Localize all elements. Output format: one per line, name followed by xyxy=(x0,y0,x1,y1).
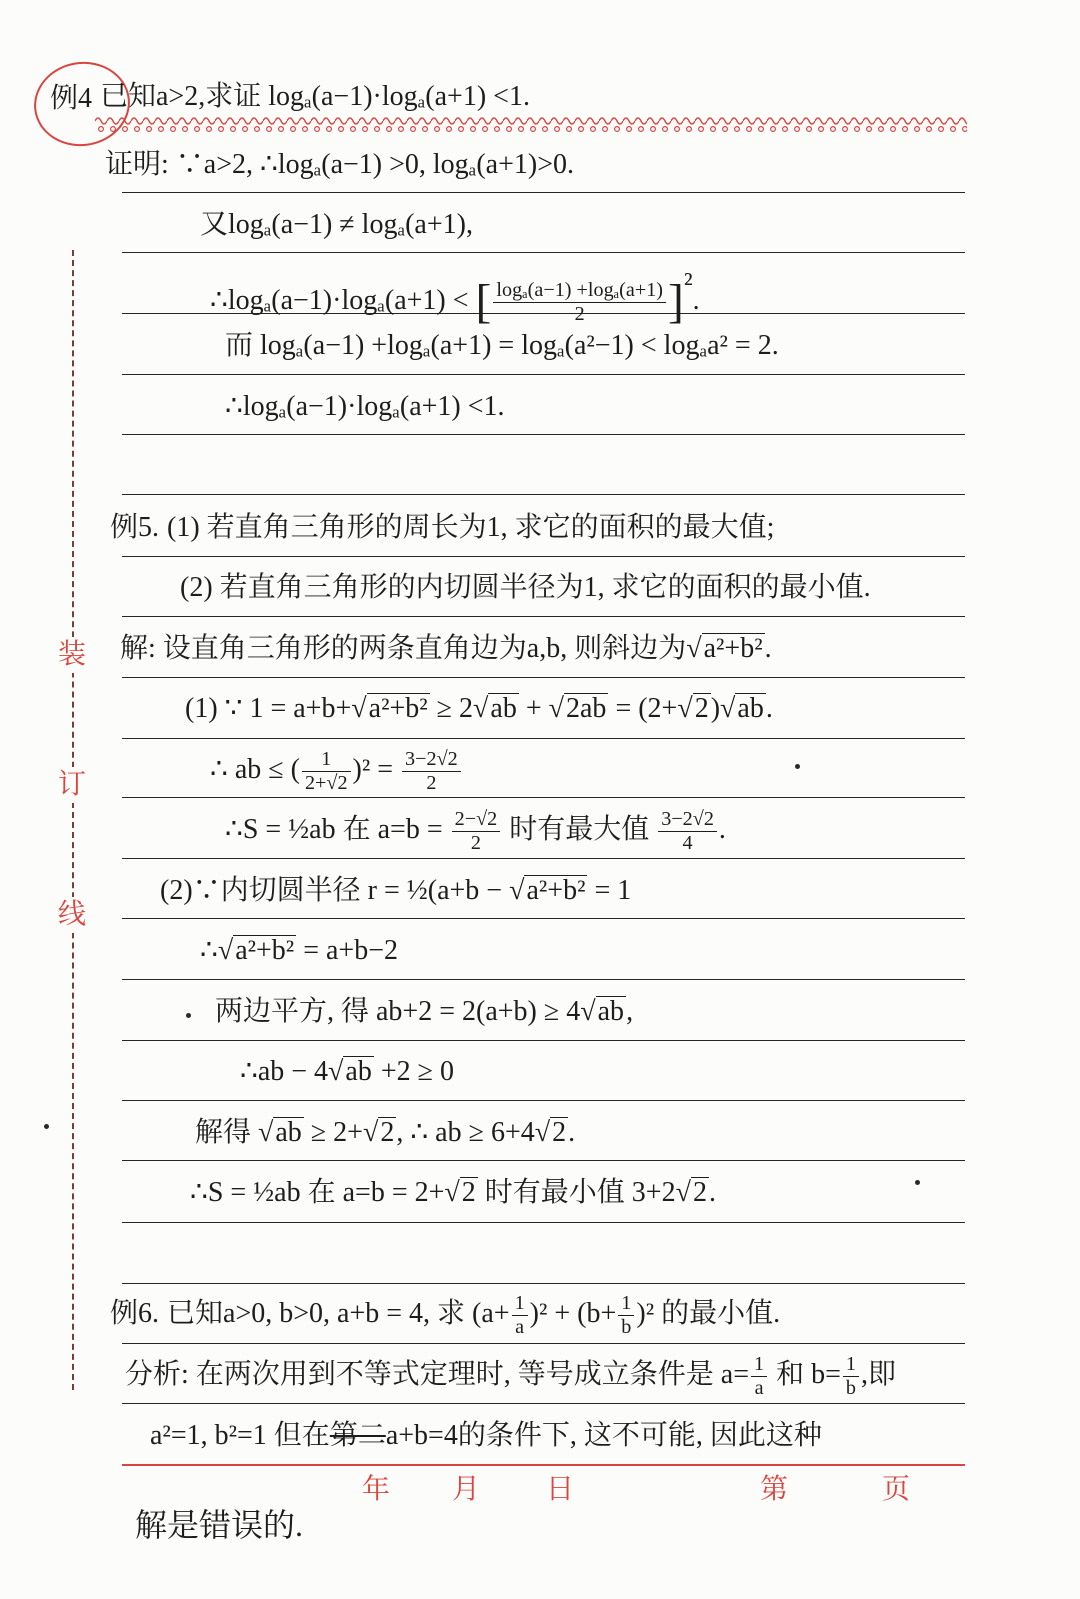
text-segment: ∴ ab ≤ ( xyxy=(210,754,300,785)
radicand: a²+b² xyxy=(526,875,586,906)
fraction-denominator: 2 xyxy=(470,832,481,855)
proof-line-5: ∴logₐ(a−1)·logₐ(a+1) <1. xyxy=(225,391,505,422)
struck-out-text: 第二 xyxy=(329,1420,386,1451)
fraction-numerator: 1 xyxy=(512,1292,528,1316)
fraction-denominator: 2 xyxy=(574,303,585,326)
solution-line-8 xyxy=(240,1047,454,1097)
fraction xyxy=(493,279,666,326)
binding-char-xian: 线 xyxy=(55,897,89,933)
solution-line-2 xyxy=(185,684,773,734)
example-5-label: 例5. xyxy=(110,512,160,543)
text-segment: 解: 设直角三角形的两条直角边为a,b, 则斜边为√ xyxy=(120,633,702,664)
text-segment: , xyxy=(626,996,634,1027)
fraction-denominator: b xyxy=(621,1316,632,1339)
text-segment: = 1 xyxy=(587,875,632,906)
footer-day: 日 xyxy=(546,1474,575,1505)
radicand: 2 xyxy=(694,693,709,724)
red-wavy-divider xyxy=(95,114,967,134)
text-segment: 两边平方, 得 ab+2 = 2(a+b) ≥ 4√ xyxy=(215,996,596,1027)
fraction-numerator: 3−2√2 xyxy=(402,748,461,772)
text-segment: . xyxy=(708,1177,716,1208)
ruled-line xyxy=(122,1040,965,1041)
proof-line-3-text: ∴logₐ(a−1)·logₐ(a+1) < xyxy=(210,285,476,317)
example-5-question-2: (2) 若直角三角形的内切圆半径为1, 求它的面积的最小值. xyxy=(180,572,871,603)
radicand: ab xyxy=(490,693,517,724)
fraction-numerator: 2−√2 xyxy=(452,808,501,832)
radicand: 2 xyxy=(380,1117,395,1148)
solution-line-3 xyxy=(210,745,463,795)
ruled-line xyxy=(122,1283,965,1284)
radicand: ab xyxy=(275,1117,302,1148)
fraction-numerator: 1 xyxy=(618,1292,634,1316)
right-bracket: ] xyxy=(667,275,684,328)
radicand: a²+b² xyxy=(235,935,295,966)
ink-speck xyxy=(795,764,800,769)
ink-speck xyxy=(44,1124,49,1129)
text-segment: . xyxy=(764,633,772,664)
ruled-line xyxy=(122,556,965,557)
text-segment: (1) ∵ 1 = a+b+√ xyxy=(185,693,367,724)
fraction-numerator: logₐ(a−1) +logₐ(a+1) xyxy=(493,279,666,303)
fraction-numerator: 1 xyxy=(843,1353,859,1377)
square-exponent: ² xyxy=(683,268,693,300)
radicand: a²+b² xyxy=(703,633,763,664)
radicand: 2 xyxy=(552,1117,567,1148)
fraction xyxy=(618,1292,634,1339)
text-segment: . xyxy=(718,814,726,845)
fraction xyxy=(302,748,351,795)
ruled-line xyxy=(122,1160,965,1161)
radicand: 2ab xyxy=(566,693,607,724)
ruled-line xyxy=(122,797,965,798)
proof-line-2: 又logₐ(a−1) ≠ logₐ(a+1), xyxy=(200,209,473,240)
fraction-denominator: a xyxy=(754,1377,764,1400)
binding-char-ding: 订 xyxy=(55,767,89,803)
fraction-denominator: b xyxy=(845,1377,856,1400)
text-segment: )√ xyxy=(710,693,736,724)
text-segment: a²=1, b²=1 但在 xyxy=(150,1420,330,1451)
text-segment: ∴ab − 4√ xyxy=(240,1056,344,1087)
left-bracket: [ xyxy=(475,275,492,328)
ruled-line xyxy=(122,677,965,678)
radicand: ab xyxy=(737,693,764,724)
ruled-line xyxy=(122,616,965,617)
fraction xyxy=(843,1353,859,1400)
footer-page-suffix: 页 xyxy=(882,1474,911,1505)
text-segment: . xyxy=(568,1117,576,1148)
fraction xyxy=(751,1353,767,1400)
text-segment: )² + (b+ xyxy=(529,1298,617,1329)
ruled-line xyxy=(122,374,965,375)
fraction-denominator: 2 xyxy=(426,772,437,795)
footer-month: 月 xyxy=(452,1474,481,1505)
solution-line-9 xyxy=(195,1108,575,1158)
proof-line-4: 而 logₐ(a−1) +logₐ(a+1) = logₐ(a²−1) < logₐa² = 2. xyxy=(225,330,779,361)
ruled-line xyxy=(122,1343,965,1344)
footer-red-line xyxy=(122,1464,965,1466)
question-1-text: (1) 若直角三角形的周长为1, 求它的面积的最大值; xyxy=(167,512,775,543)
ruled-line xyxy=(122,858,965,859)
ruled-line xyxy=(122,494,965,495)
fraction-denominator: 2+√2 xyxy=(304,772,348,795)
ruled-line xyxy=(122,979,965,980)
fraction-denominator: 4 xyxy=(682,832,693,855)
text-segment: )² 的最小值. xyxy=(636,1298,781,1329)
fraction-numerator: 1 xyxy=(302,748,351,772)
example-4-label: 例4 xyxy=(50,83,93,114)
text-segment: ∴√ xyxy=(200,935,234,966)
text-segment: 已知a>0, b>0, a+b = 4, 求 (a+ xyxy=(167,1298,510,1329)
ruled-line xyxy=(122,1100,965,1101)
radicand: ab xyxy=(345,1056,372,1087)
radicand: 2 xyxy=(461,1177,476,1208)
text-segment: )² = xyxy=(352,754,401,785)
text-segment: a+b=4的条件下, 这不可能, 因此这种 xyxy=(385,1420,822,1451)
text-segment: . xyxy=(765,693,773,724)
ruled-line xyxy=(122,1403,965,1404)
ruled-line xyxy=(122,192,965,193)
text-segment: 时有最小值 3+2√ xyxy=(477,1177,691,1208)
fraction-numerator: 1 xyxy=(751,1353,767,1377)
analysis-line-1 xyxy=(125,1350,896,1400)
ruled-line xyxy=(122,1222,965,1223)
binding-char-zhuang: 装 xyxy=(55,637,89,673)
analysis-line-2 xyxy=(150,1411,822,1461)
text-segment: 时有最大值 xyxy=(502,814,657,845)
ink-speck xyxy=(186,1013,191,1018)
example-6-statement xyxy=(110,1289,780,1339)
fraction xyxy=(452,808,501,855)
solution-line-10 xyxy=(190,1168,716,1218)
radicand: a²+b² xyxy=(368,693,428,724)
ink-speck xyxy=(915,1180,920,1185)
text-segment: , ∴ ab ≥ 6+4√ xyxy=(396,1117,551,1148)
period: . xyxy=(692,285,700,317)
text-segment: = (2+√ xyxy=(608,693,693,724)
ruled-line xyxy=(122,434,965,435)
fraction xyxy=(512,1292,528,1339)
text-segment: 和 b= xyxy=(769,1359,841,1390)
analysis-line-3: 解是错误的. xyxy=(135,1507,304,1543)
solution-line-6 xyxy=(200,926,398,976)
radicand: 2 xyxy=(692,1177,707,1208)
example-4-statement: 已知a>2,求证 logₐ(a−1)·logₐ(a+1) <1. xyxy=(100,81,530,112)
solution-line-7 xyxy=(215,987,633,1037)
fraction xyxy=(402,748,461,795)
text-segment: ∴S = ½ab 在 a=b = 2+√ xyxy=(190,1177,460,1208)
ruled-line xyxy=(122,252,965,253)
fraction-numerator: 3−2√2 xyxy=(658,808,717,832)
solution-line-1 xyxy=(120,624,772,674)
footer-year: 年 xyxy=(362,1474,391,1505)
text-segment: 解得 √ xyxy=(195,1117,274,1148)
ruled-line xyxy=(122,918,965,919)
example-5-question-1 xyxy=(110,503,774,553)
text-segment: = a+b−2 xyxy=(296,935,399,966)
fraction xyxy=(658,808,717,855)
text-segment: + √ xyxy=(518,693,564,724)
radicand: ab xyxy=(597,996,625,1027)
binding-dashed-line xyxy=(72,250,74,1390)
text-segment: ,即 xyxy=(860,1359,896,1390)
ruled-line xyxy=(122,738,965,739)
solution-line-4 xyxy=(225,805,726,855)
fraction-denominator: a xyxy=(515,1316,525,1339)
text-segment: ≥ 2+√ xyxy=(303,1117,379,1148)
proof-line-3 xyxy=(210,259,700,328)
proof-line-1: 证明: ∵a>2, ∴logₐ(a−1) >0, logₐ(a+1)>0. xyxy=(105,149,575,180)
text-segment: ≥ 2√ xyxy=(429,693,489,724)
footer-page-prefix: 第 xyxy=(760,1474,789,1505)
solution-line-5 xyxy=(160,866,631,916)
text-segment: ∴S = ½ab 在 a=b = xyxy=(225,814,450,845)
text-segment: +2 ≥ 0 xyxy=(373,1056,455,1087)
text-segment: 分析: 在两次用到不等式定理时, 等号成立条件是 a= xyxy=(125,1359,750,1390)
text-segment: (2)∵内切圆半径 r = ½(a+b − √ xyxy=(160,875,525,906)
example-6-label: 例6. xyxy=(110,1298,160,1329)
